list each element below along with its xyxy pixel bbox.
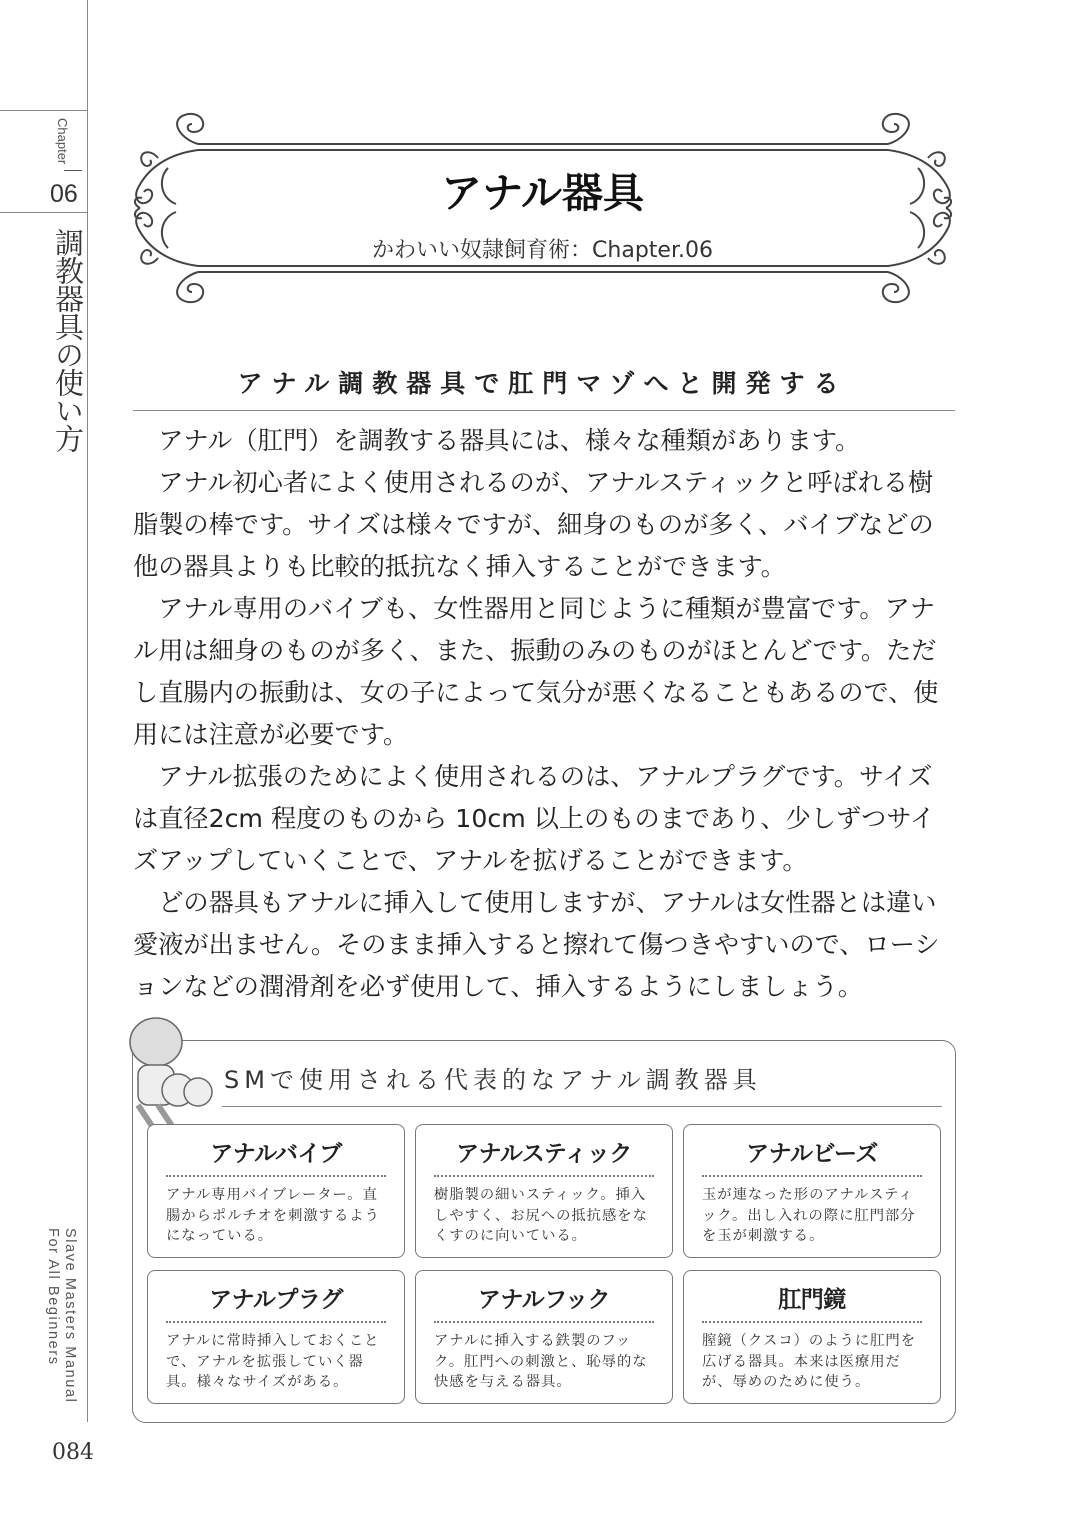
device-card <box>683 1270 941 1404</box>
device-card <box>415 1270 673 1404</box>
box-title: SMで使用される代表的なアナル調教器具 <box>224 1066 762 1094</box>
footer-line: For All Beginners <box>45 1228 61 1366</box>
device-card <box>683 1124 941 1258</box>
body-text <box>133 420 957 1008</box>
device-description: 膣鏡（クスコ）のように肛門を広げる器具。本来は医療用だが、辱めのために使う。 <box>702 1333 917 1390</box>
device-card <box>147 1270 405 1404</box>
character-illustration <box>118 1010 218 1140</box>
device-name: アナルプラグ <box>209 1287 343 1313</box>
page-title: アナル器具 <box>441 169 644 217</box>
section-heading: アナル調教器具で肛門マゾへと開発する <box>237 369 848 398</box>
chapter-dash <box>64 170 82 171</box>
section-rule <box>133 410 955 411</box>
paragraph: アナル初心者によく使用されるのが、アナルスティックと呼ばれる樹脂製の棒です。サイズは様々ですが、細身のものが多く、バイブなどの他の器具よりも比較的抵抗なく挿入することができます。 <box>133 468 934 581</box>
sidebar-rule-mid <box>0 212 88 213</box>
chapter-label: Chapter <box>55 118 70 165</box>
device-name: アナルフック <box>477 1287 611 1313</box>
device-card <box>415 1124 673 1258</box>
chapter-section-title: 調教器具の使い方 <box>51 228 85 452</box>
sidebar-rule-top <box>0 110 88 111</box>
footer-line: Slave Masters Manual <box>62 1228 78 1404</box>
book-title-footer <box>44 1228 78 1403</box>
device-name: アナルビーズ <box>746 1141 878 1167</box>
paragraph: アナル専用のバイブも、女性器用と同じように種類が豊富です。アナル用は細身のものが多く、また、振動のみのものがほとんどです。ただし直腸内の振動は、女の子によって気分が悪くなることもあるので、使用には注意が必要です。 <box>133 594 939 749</box>
device-description: 樹脂製の細いスティック。挿入しやすく、お尻への抵抗感をなくすのに向いている。 <box>434 1187 648 1244</box>
device-name: 肛門鏡 <box>778 1287 846 1313</box>
box-title-rule <box>222 1106 942 1107</box>
device-description: アナルに挿入する鉄製のフック。肛門への刺激と、恥辱的な快感を与える器具。 <box>434 1333 648 1390</box>
device-name: アナルバイブ <box>210 1141 342 1167</box>
paragraph: アナル拡張のためによく使用されるのは、アナルプラグです。サイズは直径2cm 程度のものから 10cm 以上のものまであり、少しずつサイズアップしていくことで、アナルを拡げることができます。 <box>133 762 935 875</box>
page-subtitle: かわいい奴隷飼育術：Chapter.06 <box>372 238 713 263</box>
chapter-number: 06 <box>50 180 78 208</box>
device-card <box>147 1124 405 1258</box>
device-description: アナルに常時挿入しておくことで、アナルを拡張していく器具。様々なサイズがある。 <box>166 1333 380 1390</box>
sidebar-divider <box>87 0 88 1422</box>
device-description: 玉が連なった形のアナルスティック。出し入れの際に肛門部分を玉が刺激する。 <box>702 1187 916 1244</box>
device-name: アナルスティック <box>456 1141 632 1167</box>
device-description: アナル専用バイブレーター。直腸からポルチオを刺激するようになっている。 <box>166 1187 380 1244</box>
paragraph: どの器具もアナルに挿入して使用しますが、アナルは女性器とは違い愛液が出ません。そのまま挿入すると擦れて傷つきやすいので、ローションなどの潤滑剤を必ず使用して、挿入するようにしましょう。 <box>133 888 940 1001</box>
page-number: 084 <box>52 1440 94 1465</box>
paragraph: アナル（肛門）を調教する器具には、様々な種類があります。 <box>158 426 861 455</box>
